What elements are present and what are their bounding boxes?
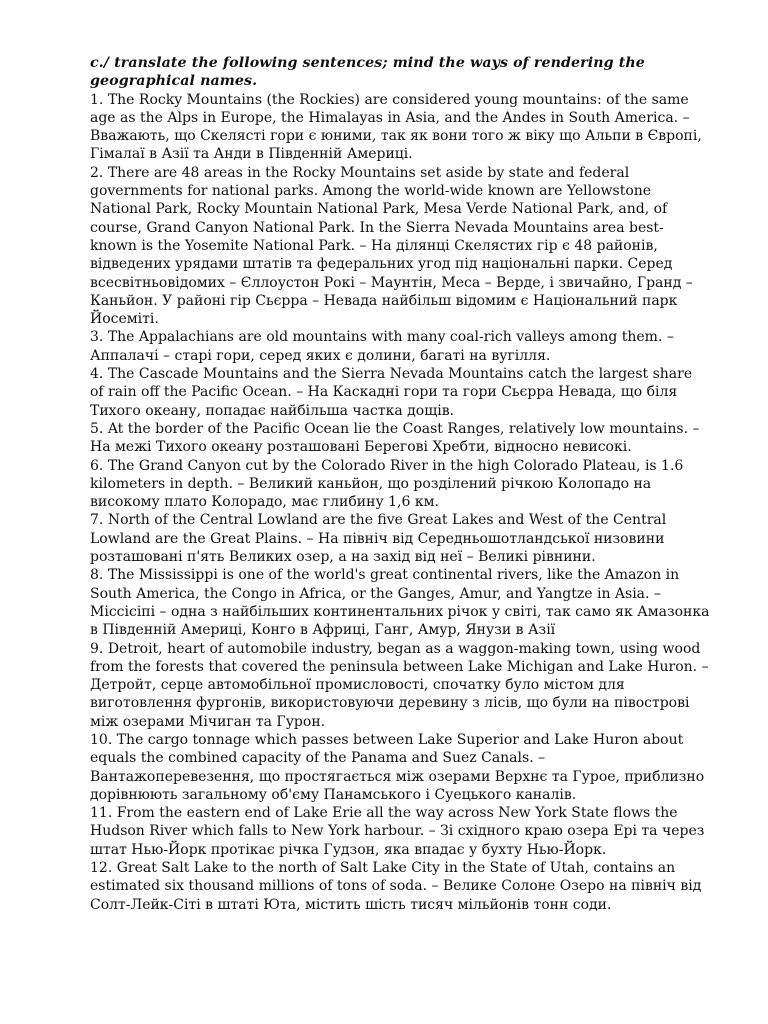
dash-separator: –: [237, 475, 245, 492]
sentence-item: [90, 164, 710, 329]
sentence-item: [90, 804, 710, 859]
dash-separator: –: [306, 530, 314, 547]
sentence-item: [90, 511, 710, 566]
ukrainian-translation: На межі Тихого океану розташовані Берегові Хребти, відносно невисокі.: [90, 439, 632, 456]
dash-separator: –: [701, 658, 709, 675]
dash-separator: –: [296, 384, 304, 401]
item-number: 2.: [90, 164, 104, 181]
sentence-item: [90, 365, 710, 420]
english-sentence: Great Salt Lake to the north of Salt Lake City in the State of Utah, contains an estimated six thousand millions of tons of soda.: [90, 860, 676, 895]
dash-separator: –: [666, 329, 674, 346]
sentence-item: [90, 420, 710, 457]
dash-separator: –: [431, 878, 439, 895]
item-number: 12.: [90, 860, 113, 877]
ukrainian-translation: Велике Солоне Озеро на північ від Солт-Лейк-Сіті в штаті Юта, містить шість тисяч мільйонів тонн соди.: [90, 878, 702, 913]
dash-separator: –: [359, 237, 367, 254]
item-number: 1.: [90, 91, 104, 108]
english-sentence: The Mississippi is one of the world's great continental rivers, like the Amazon in South America, the Congo in Africa, or the Ganges, Amur, and Yangtze in Asia.: [90, 567, 680, 602]
english-sentence: The cargo tonnage which passes between Lake Superior and Lake Huron about equals the combined capacity of the Panama and Suez Canals.: [90, 731, 684, 767]
sentence-item: [90, 859, 710, 914]
english-sentence: The Grand Canyon cut by the Colorado River in the high Colorado Plateau, is 1.6 kilometers in depth.: [90, 457, 684, 492]
exercise-heading: c./ translate the following sentences; mind the ways of rendering the geographical names.: [90, 55, 645, 90]
english-sentence: At the border of the Pacific Ocean lie the Coast Ranges, relatively low mountains.: [107, 420, 689, 437]
item-number: 5.: [90, 420, 104, 437]
item-number: 11.: [90, 805, 113, 822]
document-page: [90, 54, 710, 914]
ukrainian-translation: На ділянці Скелястих гір є 48 районів, відведених урядами штатів та федеральних угод під національні парки. Серед всесвітньовідомих – Єллоустон Рокі – Маунтін, Меса – Верде, і звичайно, Гранд – Каньйон. У районі гір Сьєрра – Невада найбільш відомим є Національний парк Йосеміті.: [90, 237, 693, 328]
ukrainian-translation: На Каскадні гори та гори Сьєрра Невада, що біля Тихого океану, попадає найбільша частка дощів.: [90, 384, 678, 419]
english-sentence: The Cascade Mountains and the Sierra Nevada Mountains catch the largest share of rain off the Pacific Ocean.: [90, 366, 693, 401]
dash-separator: –: [538, 750, 546, 767]
item-number: 7.: [90, 512, 104, 529]
dash-separator: –: [653, 585, 661, 602]
english-sentence: The Appalachians are old mountains with many coal-rich valleys among them.: [107, 329, 663, 346]
sentence-list: [90, 91, 710, 914]
ukrainian-translation: Аппалачі – старі гори, серед яких є долини, багаті на вугілля.: [90, 347, 551, 364]
ukrainian-translation: Зі східного краю озера Ері та через штат Нью-Йорк протікає річка Гудзон, яка впадає у бухту Нью-Йорк.: [90, 823, 705, 858]
item-number: 6.: [90, 457, 104, 474]
ukrainian-translation: Міссісіпі – одна з найбільших континентальних річок у світі, так само як Амазонка в Південній Америці, Конго в Африці, Ганг, Амур, Янузи в Азії: [90, 603, 710, 639]
sentence-item: [90, 457, 710, 512]
english-sentence: Detroit, heart of automobile industry, began as a waggon-making town, using wood from the forests that covered the peninsula between Lake Michigan and Lake Huron.: [90, 640, 701, 675]
item-number: 3.: [90, 329, 104, 346]
item-number: 10.: [90, 731, 113, 748]
sentence-item: [90, 566, 710, 639]
item-number: 8.: [90, 567, 104, 584]
sentence-item: [90, 640, 710, 731]
english-sentence: North of the Central Lowland are the five Great Lakes and West of the Central Lowland are the Great Plains.: [90, 512, 667, 547]
ukrainian-translation: Вважають, що Скелясті гори є юними, так як вони того ж віку що Альпи в Європі, Гімалаї в Азії та Анди в Південній Америці.: [90, 128, 702, 163]
sentence-item: [90, 91, 710, 164]
english-sentence: From the eastern end of Lake Erie all the way across New York State flows the Hudson River which falls to New York harbour.: [90, 805, 678, 840]
ukrainian-translation: Вантажоперевезення, що простягається між озерами Верхнє та Гурое, приблизно дорівнюють загальному об'єму Панамського і Суецького каналів.: [90, 768, 705, 803]
item-number: 4.: [90, 366, 104, 383]
dash-separator: –: [428, 823, 436, 840]
english-sentence: There are 48 areas in the Rocky Mountains set aside by state and federal governments for national parks. Among the world-wide known are Yellowstone National Park, Rocky Mountain National Park, Mesa Verde National Park, and, of course, Grand Canyon National Park. In the Sierra Nevada Mountains area best-known is the Yosemite National Park.: [90, 164, 668, 254]
sentence-item: [90, 731, 710, 804]
dash-separator: –: [682, 109, 690, 126]
item-number: 9.: [90, 640, 104, 657]
english-sentence: The Rocky Mountains (the Rockies) are considered young mountains: of the same age as the Alps in Europe, the Himalayas in Asia, and the Andes in South America.: [90, 91, 689, 126]
ukrainian-translation: Великий каньйон, що розділений річкою Колопадо на високому плато Колорадо, має глибину 1,6 км.: [90, 475, 652, 511]
sentence-item: [90, 328, 710, 365]
dash-separator: –: [692, 420, 700, 437]
ukrainian-translation: На північ від Середньошотландської низовини розташовані п'ять Великих озер, а на захід від неї – Великі рівнини.: [90, 530, 665, 566]
ukrainian-translation: Детройт, серце автомобільної промисловості, спочатку було містом для виготовлення фургонів, використовуючи деревину з лісів, що були на півострові між озерами Мічиган та Гурон.: [90, 677, 690, 730]
